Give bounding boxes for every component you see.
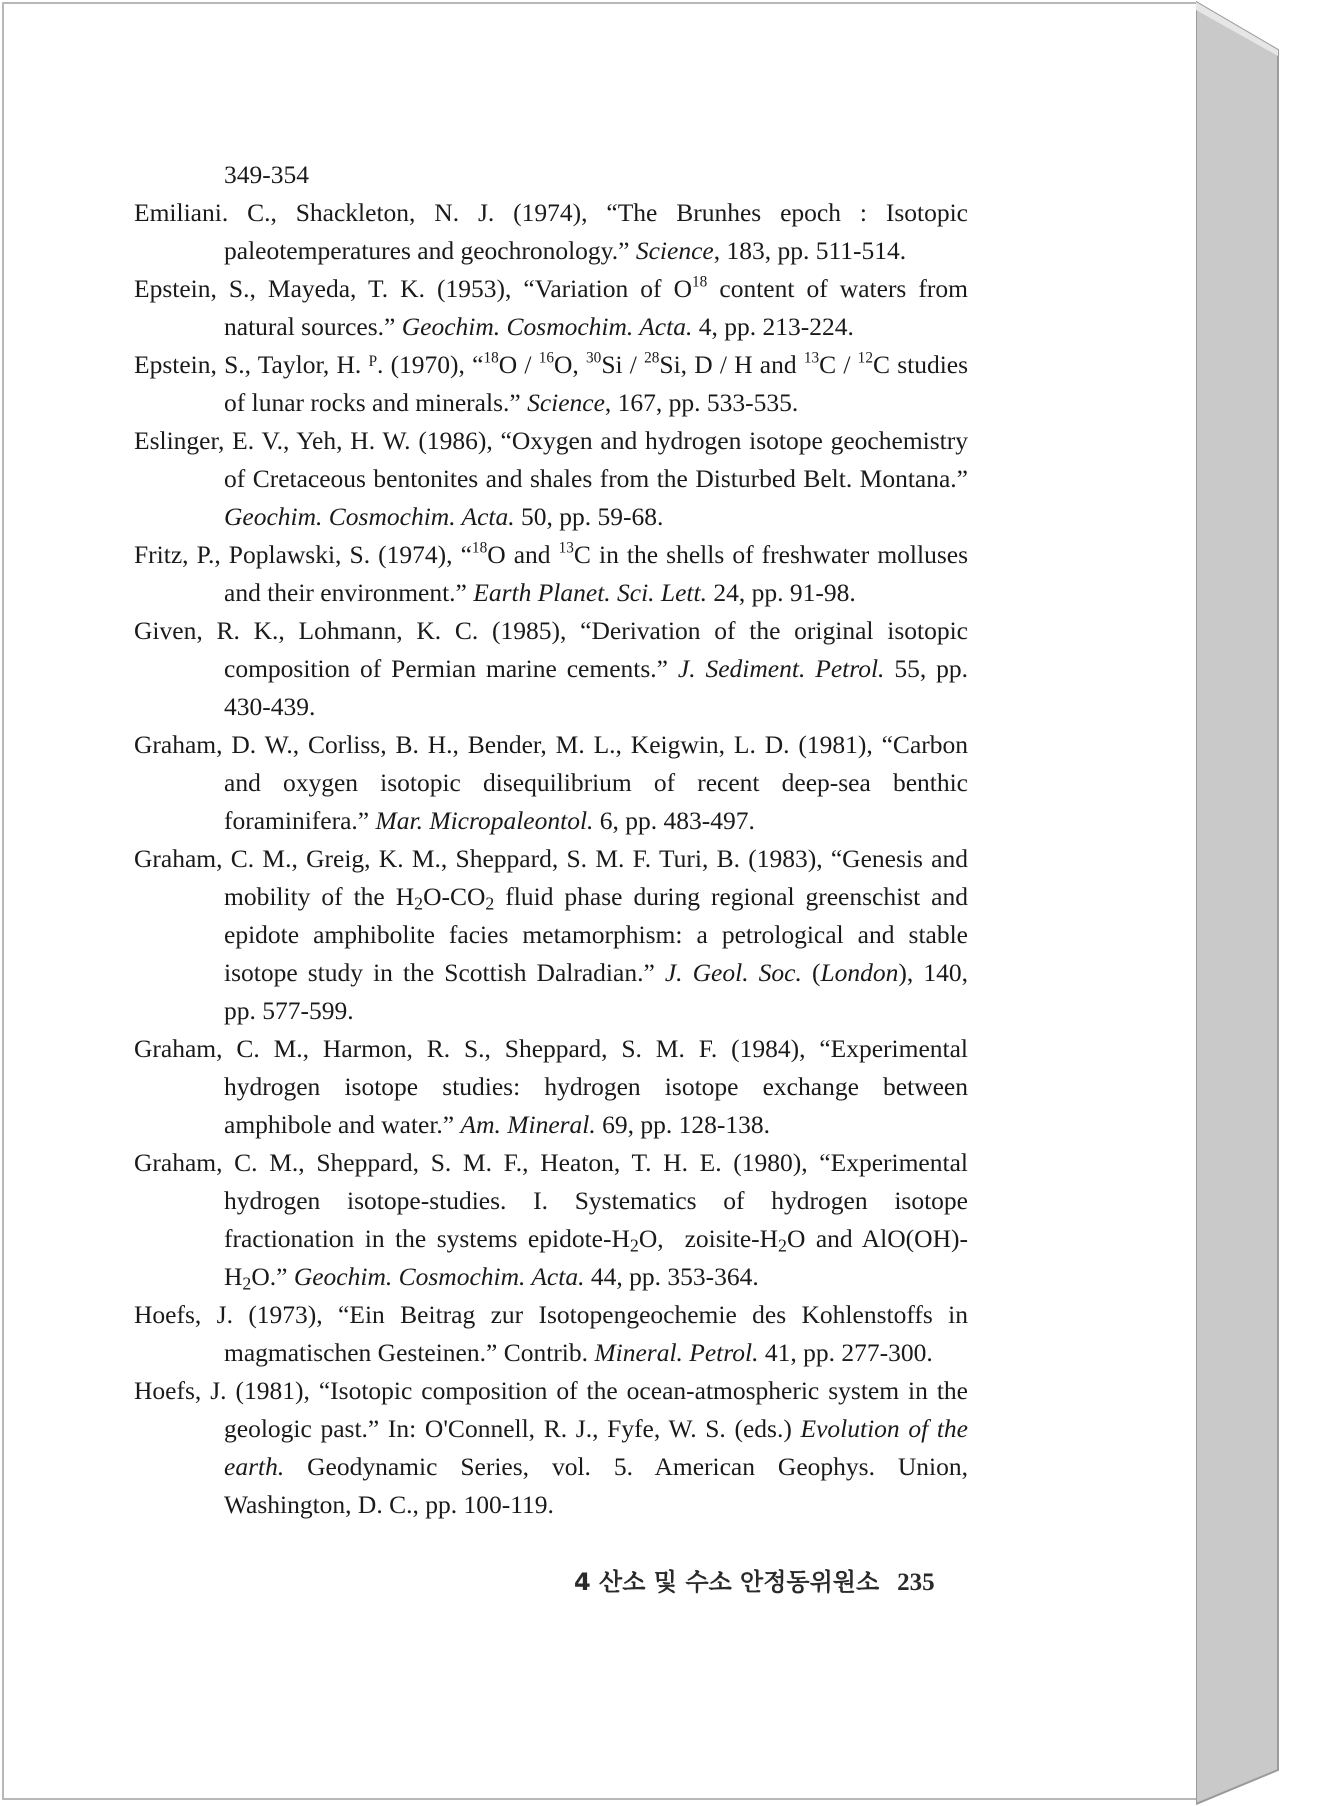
reference-continuation: 349-354 [224,160,309,189]
reference-text: Fritz, P., Poplawski, S. (1974), “ [134,540,472,569]
reference-superscript: 18 [471,539,488,557]
reference-text: O, zoisite-H [638,1224,779,1253]
reference-italic-text: London [820,958,899,987]
reference-subscript: 2 [242,1273,252,1294]
reference-italic-text: Science [635,236,714,265]
reference-text: , 183, pp. 511-514. [713,236,907,265]
page-footer [574,1562,974,1597]
reference-text: Graham, C. M., Sheppard, S. M. F., Heaton, T. H. E. (1980), “Experimental hydrogen isotope-studies. I. Systematics of hydrogen isotope fractionation in the systems epidote-H [134,1148,968,1253]
references-container [134,194,968,1524]
reference-text: 6, pp. 483-497. [593,806,755,835]
reference-italic-text: J. Sediment. Petrol. [677,654,885,683]
reference-superscript: 18 [483,349,499,367]
reference-text: Emiliani. C., Shackleton, N. J. (1974), “The Brunhes epoch : Isotopic paleotemperatures and geochronology.” [134,198,968,265]
reference-subscript: 2 [629,1235,639,1256]
reference-text: C in the shells of freshwater molluses and their environment.” [224,540,968,607]
reference-italic-text: Geochim. Cosmochim. Acta. [401,312,693,341]
reference-text: 24, pp. 91-98. [706,578,856,607]
reference-text: Eslinger, E. V., Yeh, H. W. (1986), “Oxygen and hydrogen isotope geochemistry of Cretaceous bentonites and shales from the Disturbed Belt. Montana.” [134,426,968,493]
reference-text: Graham, C. M., Greig, K. M., Sheppard, S. M. F. Turi, B. (1983), “Genesis and mobility of the H [134,844,968,911]
reference-subscript: 2 [485,893,495,914]
reference-text: O, [554,350,587,379]
reference-text: ), 140, pp. 577-599. [224,958,968,1025]
reference-italic-text: Mar. Micropaleontol. [375,806,594,835]
reference-superscript: 16 [538,349,554,367]
reference-entry [134,1144,968,1296]
reference-italic-text: Am. Mineral. [460,1110,596,1139]
chapter-title: 4 산소 및 수소 안정동위원소 [574,1568,880,1596]
reference-entry [134,1030,968,1144]
book-edge-shading [1196,0,1330,1806]
reference-italic-text: Geochim. Cosmochim. Acta. [293,1262,585,1291]
reference-text: O / [498,350,539,379]
reference-text: Si / [601,350,645,379]
reference-italic-text: J. Geol. Soc. [664,958,802,987]
reference-text: Hoefs, J. (1981), “Isotopic composition of the ocean-atmospheric system in the geologic past.” In: O'Connell, R. J., Fyfe, W. S. (eds.) [134,1376,968,1443]
reference-superscript: 28 [644,349,660,367]
reference-superscript: 13 [558,539,574,557]
reference-entry [134,1296,968,1372]
reference-text: Graham, D. W., Corliss, B. H., Bender, M. L., Keigwin, L. D. (1981), “Carbon and oxygen isotopic disequilibrium of recent deep-sea benthic foraminifera.” [134,730,968,835]
reference-text: Hoefs, J. (1973), “Ein Beitrag zur Isotopengeochemie des Kohlenstoffs in magmatischen Gesteinen.” Contrib. [134,1300,968,1367]
reference-text: Epstein, S., Mayeda, T. K. (1953), “Variation of O [134,274,693,303]
page-number: 235 [897,1569,935,1596]
reference-entry [134,346,968,422]
reference-superscript: 30 [586,349,602,367]
reference-text: 44, pp. 353-364. [584,1262,759,1291]
reference-superscript: 12 [857,349,873,367]
reference-text: 4, pp. 213-224. [692,312,854,341]
reference-italic-text: Mineral. Petrol. [594,1338,759,1367]
reference-superscript: 13 [803,349,820,367]
reference-italic-text: Earth Planet. Sci. Lett. [473,578,707,607]
reference-entry [134,612,968,726]
reference-entry [134,1372,968,1524]
reference-text: O and [487,540,559,569]
reference-text: Epstein, S., Taylor, H. ᴾ. (1970), “ [134,350,484,379]
reference-italic-text: Science [527,388,605,417]
reference-superscript: 18 [692,273,708,291]
reference-italic-text: Geochim. Cosmochim. Acta. [224,502,515,531]
reference-subscript: 2 [414,893,424,914]
reference-text: 55, pp. 430-439. [224,654,968,721]
reference-text: Graham, C. M., Harmon, R. S., Sheppard, S. M. F. (1984), “Experimental hydrogen isotope studies: hydrogen isotope exchange between amphibole and water.” [134,1034,968,1139]
reference-subscript: 2 [778,1235,787,1256]
book-page [2,2,1198,1800]
reference-text: O and AlO(OH)-H [224,1224,968,1291]
reference-list [134,156,968,1524]
reference-text: 41, pp. 277-300. [758,1338,933,1367]
reference-text: ( [801,958,821,987]
reference-text: Si, D / H and [659,350,804,379]
reference-text: C studies of lunar rocks and minerals.” [224,350,969,417]
reference-entry [134,422,968,536]
reference-text: fluid phase during regional greenschist and epidote amphibolite facies metamorphism: a petrological and stable isotope study in the Scottish Dalradian.” [224,882,968,987]
reference-text: Geodynamic Series, vol. 5. American Geophys. Union, Washington, D. C., pp. 100-119. [224,1452,968,1519]
reference-text: O.” [251,1262,294,1291]
reference-text: content of waters from natural sources.” [224,274,968,341]
reference-text: O-CO [423,882,486,911]
reference-entry [134,726,968,840]
reference-text: , 167, pp. 533-535. [604,388,799,417]
reference-text: Given, R. K., Lohmann, K. C. (1985), “Derivation of the original isotopic composition of Permian marine cements.” [134,616,968,683]
reference-text: 50, pp. 59-68. [514,502,664,531]
reference-entry [134,840,968,1030]
reference-text: 69, pp. 128-138. [595,1110,771,1139]
reference-italic-text: Evolution of the earth. [224,1414,968,1481]
reference-entry [134,270,968,346]
reference-entry [134,194,968,270]
reference-text: C / [819,350,858,379]
reference-entry [134,536,968,612]
